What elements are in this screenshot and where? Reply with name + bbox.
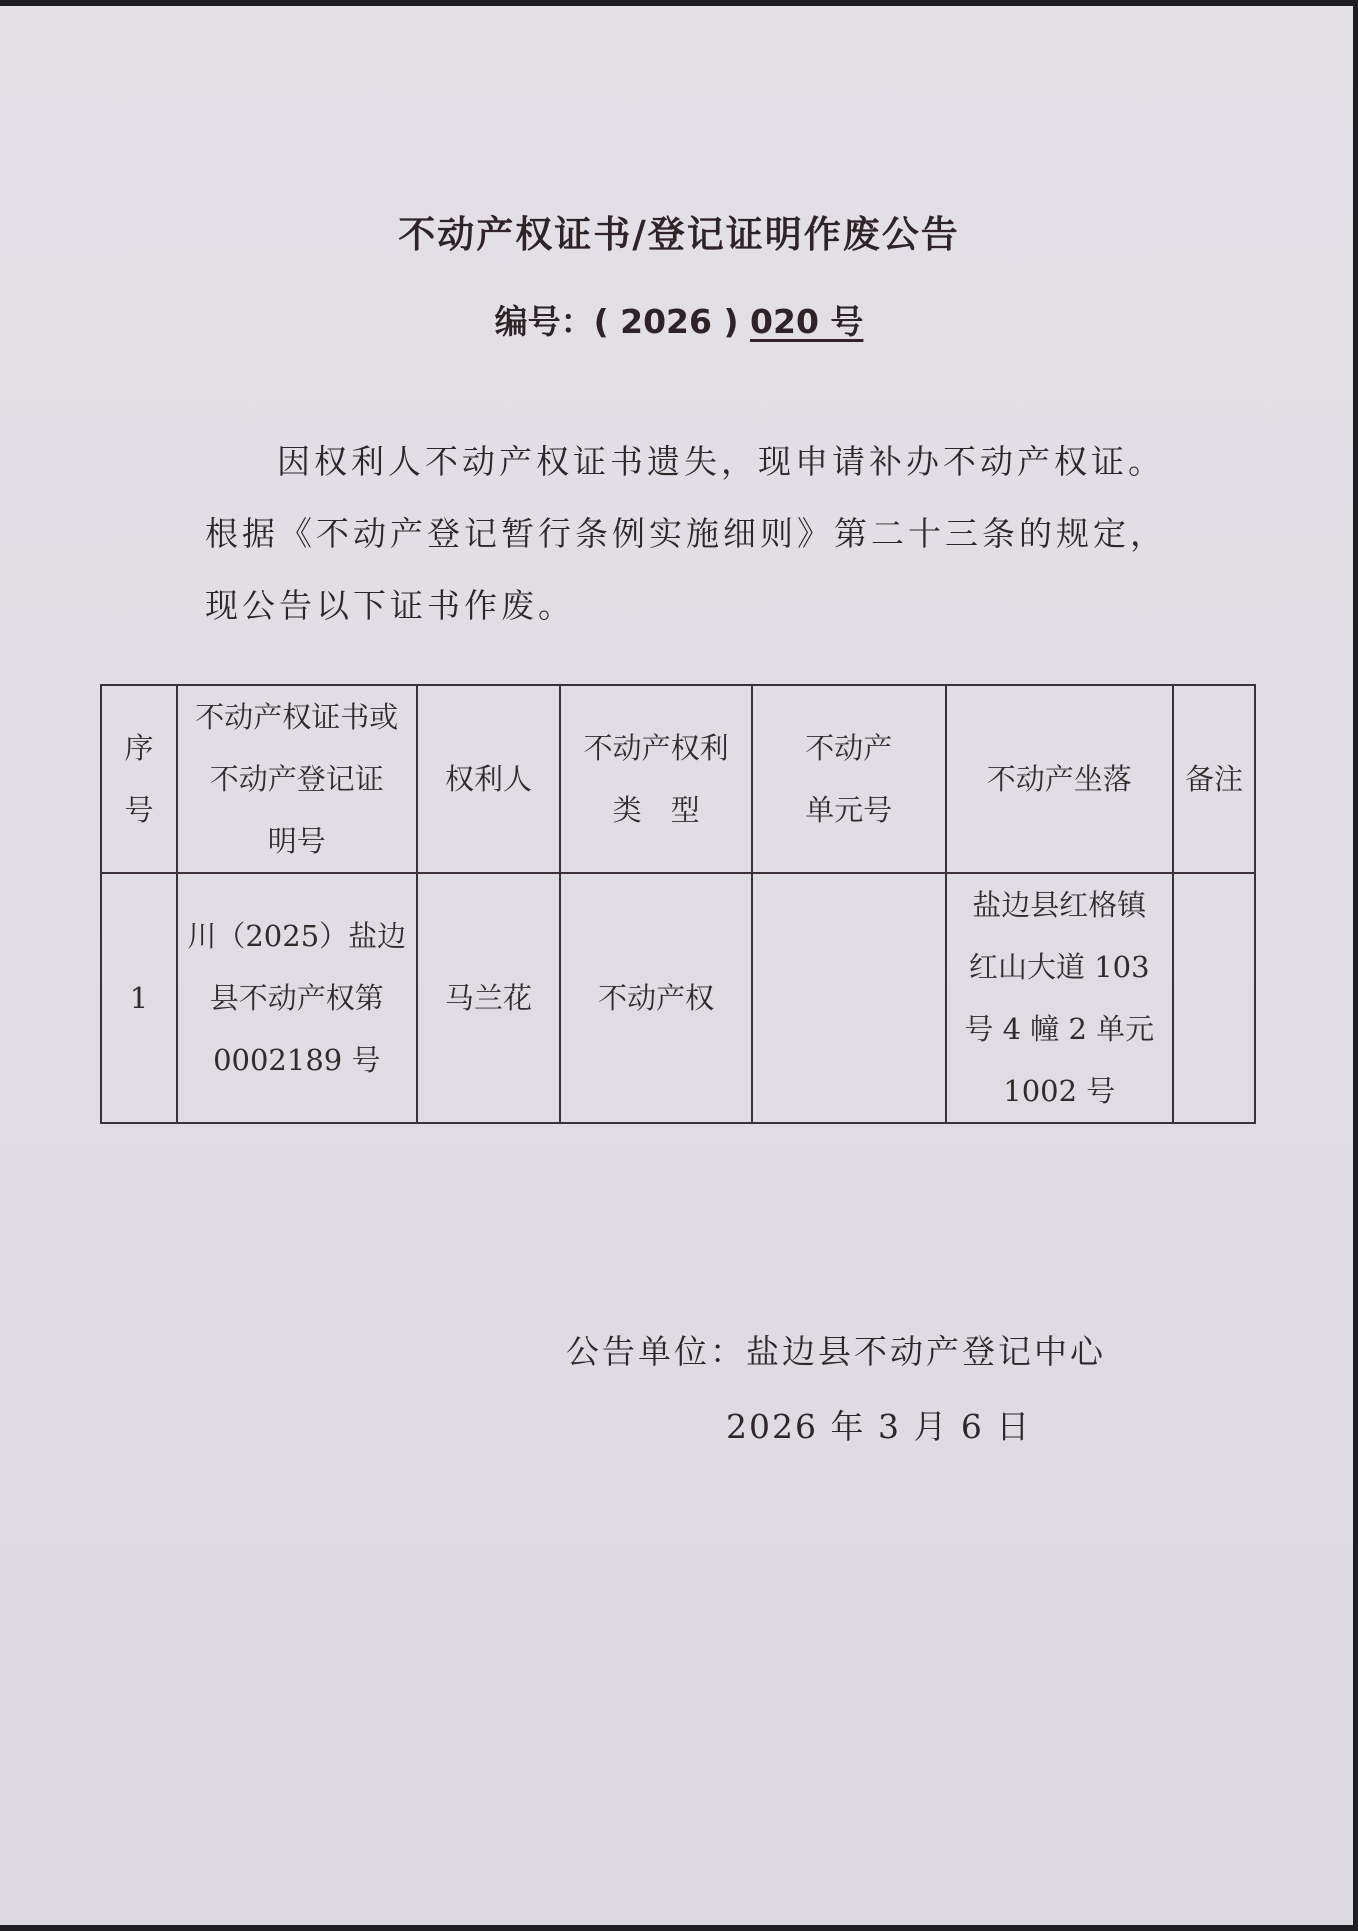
notice-number-value: 020 号 [750, 302, 864, 341]
cell-location: 盐边县红格镇 红山大道 103 号 4 幢 2 单元 1002 号 [946, 873, 1174, 1123]
header-location: 不动产坐落 [946, 685, 1174, 873]
header-remarks: 备注 [1173, 685, 1255, 873]
cell-unit-no [752, 873, 946, 1123]
header-index: 序号 [101, 685, 177, 873]
table-header-row [101, 685, 1255, 873]
cell-cert-no: 川（2025）盐边 县不动产权第 0002189 号 [177, 873, 417, 1123]
issuing-unit: 公告单位：盐边县不动产登记中心 [566, 1332, 1106, 1371]
notice-date: 2026 年 3 月 6 日 [726, 1407, 1032, 1446]
document-page [0, 6, 1353, 1925]
notice-number-prefix: 编号：( 2026 ) [494, 302, 751, 341]
notice-title: 不动产权证书/登记证明作废公告 [398, 213, 960, 256]
cell-remarks [1173, 873, 1255, 1123]
cell-right-type: 不动产权 [560, 873, 752, 1123]
notice-number [0, 296, 1358, 343]
notice-body [205, 426, 1205, 642]
header-right-type: 不动产权利 类 型 [560, 685, 752, 873]
cell-holder: 马兰花 [417, 873, 561, 1123]
voided-certificates-table [100, 684, 1256, 1124]
header-cert-no: 不动产权证书或 不动产登记证 明号 [177, 685, 417, 873]
header-holder: 权利人 [417, 685, 561, 873]
notice-body-line-2: 根据《不动产登记暂行条例实施细则》第二十三条的规定， [205, 514, 1167, 553]
header-unit-no: 不动产 单元号 [752, 685, 946, 873]
notice-body-line-1: 因权利人不动产权证书遗失，现申请补办不动产权证。 [277, 442, 1165, 481]
cell-index: 1 [101, 873, 177, 1123]
table-row [101, 873, 1255, 1123]
notice-body-line-3: 现公告以下证书作废。 [205, 586, 575, 625]
